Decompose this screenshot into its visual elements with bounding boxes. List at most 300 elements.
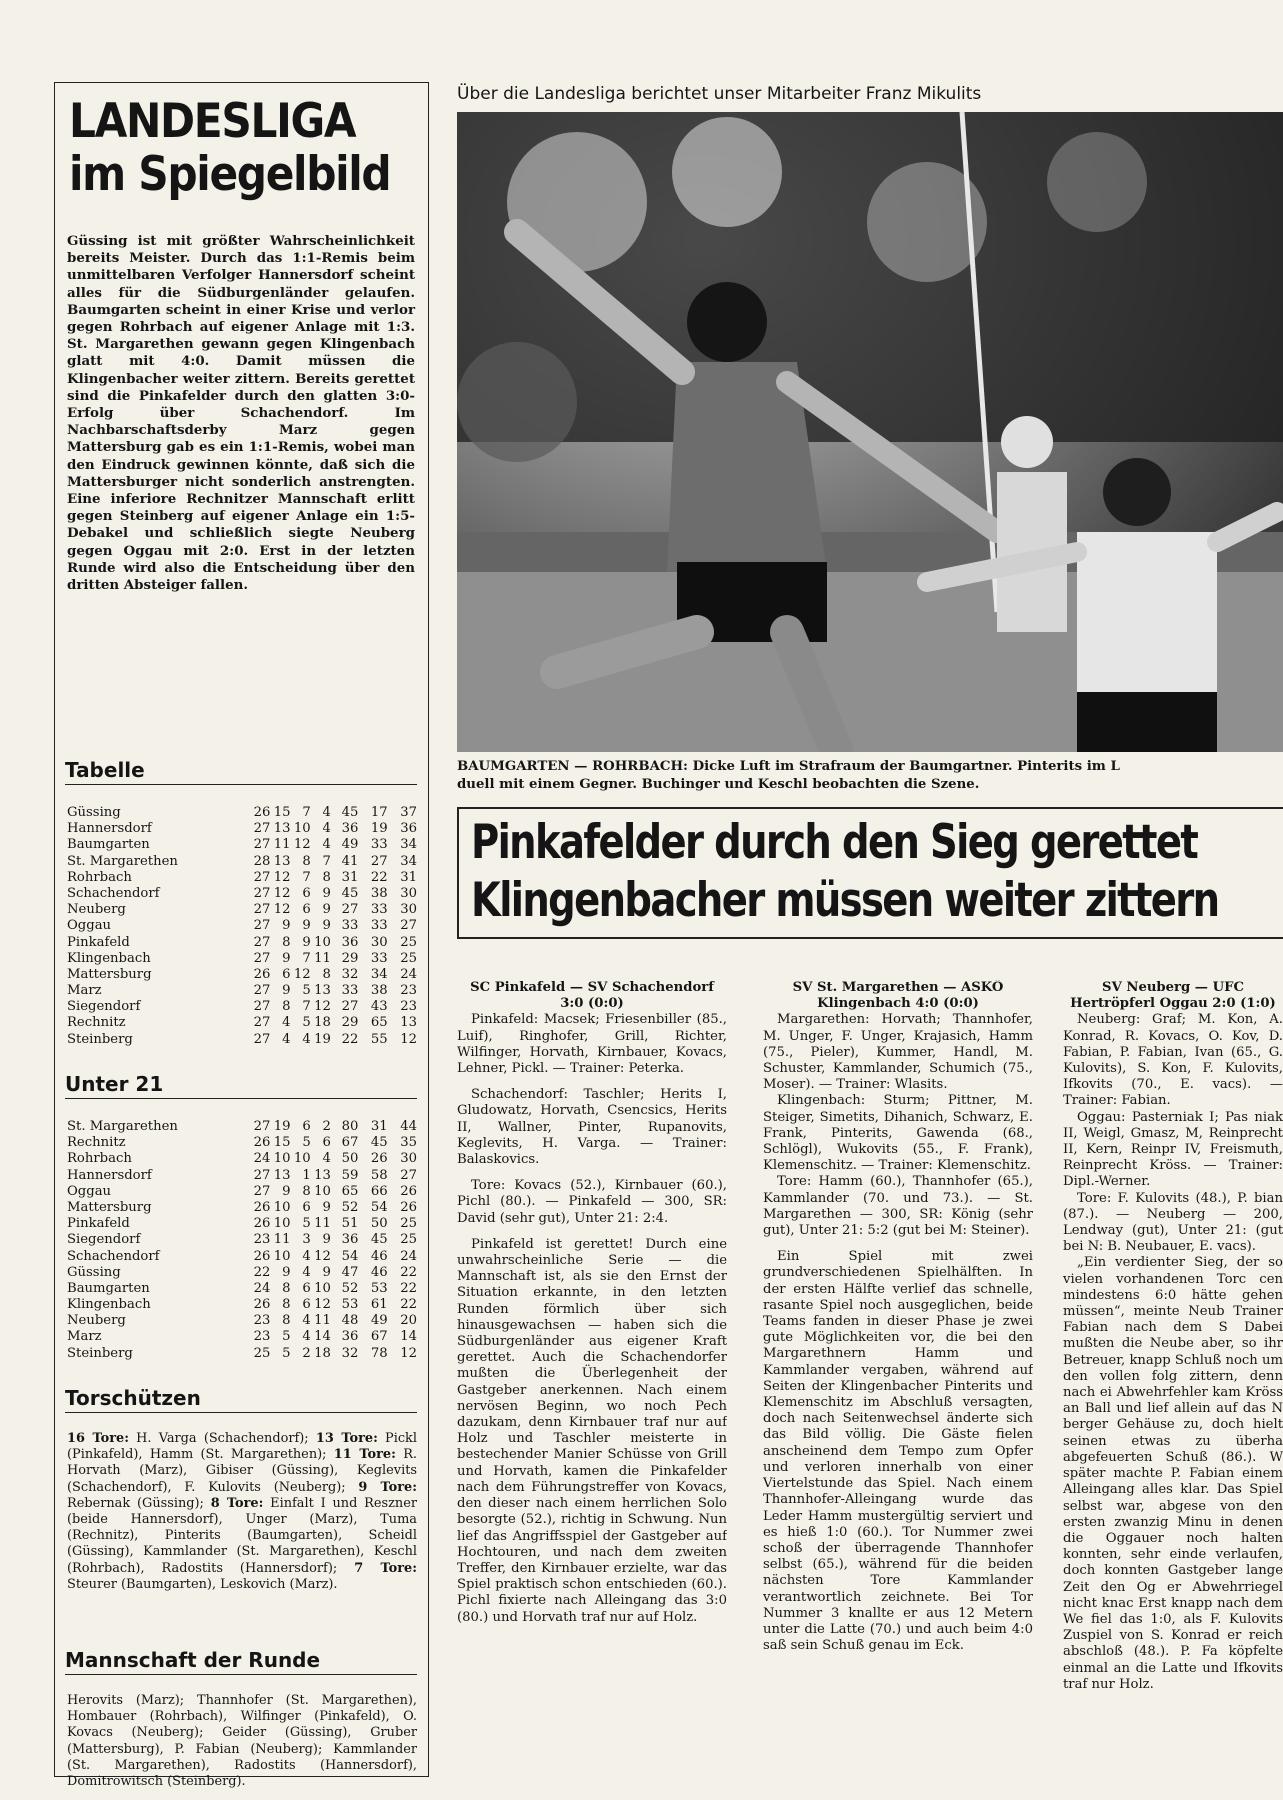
table-cell: 8 [322, 966, 331, 982]
table-row [67, 967, 417, 983]
table-cell: 30 [400, 902, 417, 918]
table-cell: 13 [273, 1167, 291, 1183]
table-cell: 36 [341, 1232, 359, 1248]
table-cell: 4 [322, 837, 331, 853]
table-cell: 49 [370, 1313, 388, 1329]
table-cell: 7 [322, 853, 331, 869]
table-row [67, 1184, 417, 1200]
table-cell: 26 [253, 966, 271, 982]
table-cell: 36 [341, 821, 359, 837]
table-cell: 67 [370, 1329, 388, 1345]
table-cell: 10 [273, 1151, 291, 1167]
table-cell: 65 [370, 1015, 388, 1031]
table-cell: 24 [400, 1248, 417, 1264]
match-goals: Tore: F. Kulovits (48.), P. bian (87.). — Neuberg — 200, Lendway (gut), Unter 21: (gut bei N: B. Neubauer, E. vacs). [1063, 1190, 1283, 1255]
table-cell: 7 [302, 869, 311, 885]
table-cell: 23 [400, 999, 417, 1015]
table-cell: 12 [273, 885, 291, 901]
table-cell: 19 [370, 821, 388, 837]
table-row [67, 1015, 417, 1031]
table-cell: 26 [253, 1216, 271, 1232]
table-cell: 26 [253, 1248, 271, 1264]
table-cell: 45 [370, 1135, 388, 1151]
table-cell: 26 [253, 1199, 271, 1215]
table-row [67, 1119, 417, 1135]
table-cell: 18 [314, 1015, 331, 1031]
table-cell: 53 [341, 1297, 359, 1313]
table-cell: 13 [314, 983, 331, 999]
table-row [67, 918, 417, 934]
team-name: Neuberg [67, 902, 126, 918]
table-cell: 27 [253, 902, 271, 918]
table-cell: 29 [341, 950, 359, 966]
table-cell: 51 [341, 1216, 359, 1232]
team-name: Oggau [67, 1183, 112, 1199]
table-cell: 4 [282, 1015, 291, 1031]
table-cell: 7 [302, 950, 311, 966]
table-cell: 54 [341, 1248, 359, 1264]
table-cell: 6 [302, 1297, 311, 1313]
lineup-home: Pinkafeld: Macsek; Friesenbiller (85., Luif), Ringhofer, Grill, Richter, Wilfinger, Horvath, Kirnbauer, Kovacs, Lehner, Pickl. — Trainer: Peterka. [457, 1012, 727, 1077]
article-headline-box [457, 807, 1283, 939]
table-row [67, 1168, 417, 1184]
table-row [67, 886, 417, 902]
table-cell: 33 [370, 837, 388, 853]
table-cell: 33 [370, 902, 388, 918]
team-name: Hannersdorf [67, 1167, 152, 1183]
table-cell: 4 [322, 805, 331, 820]
table-cell: 27 [400, 1167, 417, 1183]
table-cell: 4 [302, 1264, 311, 1280]
table-cell: 22 [341, 1031, 359, 1047]
table-cell: 10 [293, 1151, 311, 1167]
table-cell: 27 [253, 885, 271, 901]
article-column-2 [763, 980, 1033, 1760]
table-cell: 14 [400, 1329, 417, 1345]
photo-graphic [457, 112, 1283, 752]
table-cell: 25 [400, 1232, 417, 1248]
table-cell: 19 [273, 1119, 291, 1134]
table-cell: 61 [370, 1297, 388, 1313]
match-heading: SV Neuberg — UFC Hertröpferl Oggau 2:0 (1:0) [1070, 980, 1276, 1012]
article-column-1 [457, 980, 727, 1760]
team-name: Güssing [67, 1264, 121, 1280]
table-cell: 13 [400, 1015, 417, 1031]
lineup-home: Margarethen: Horvath; Thannhofer, M. Unger, F. Unger, Krajasich, Hamm (75., Pieler), Kummer, Handl, M. Schuster, Kammlander, Schumich (75., Moser). — Trainer: Wlasits. [763, 1012, 1033, 1093]
table-row [67, 1200, 417, 1216]
table-cell: 55 [370, 1031, 388, 1047]
team-name: Baumgarten [67, 1280, 150, 1296]
table-cell: 10 [273, 1248, 291, 1264]
table-cell: 4 [282, 1031, 291, 1047]
article-headline-line-2: Klingenbacher müssen weiter zittern [471, 873, 1219, 928]
table-cell: 27 [370, 853, 388, 869]
table-cell: 26 [400, 1199, 417, 1215]
article-column-3 [1063, 980, 1283, 1760]
table-cell: 30 [400, 885, 417, 901]
table-cell: 2 [302, 1345, 311, 1361]
match-heading: SC Pinkafeld — SV Schachendorf 3:0 (0:0) [470, 980, 714, 1012]
table-cell: 12 [314, 1297, 331, 1313]
table-cell: 10 [273, 1199, 291, 1215]
lineup-home: Neuberg: Graf; M. Kon, A. Konrad, R. Kovacs, O. Kov, D. Fabian, P. Fabian, Ivan (65., G. Kulovits), S. Kon, F. Kulovits, Ifkovits (70., E. vacs). — Trainer: Fabian. [1063, 1012, 1283, 1109]
table-cell: 24 [253, 1280, 271, 1296]
table-cell: 9 [322, 1264, 331, 1280]
table-row [67, 1313, 417, 1329]
table-cell: 50 [341, 1151, 359, 1167]
table-cell: 59 [341, 1167, 359, 1183]
table-cell: 9 [322, 1199, 331, 1215]
scorers-heading: Torschützen [65, 1385, 417, 1413]
team-of-round-text: Herovits (Marz); Thannhofer (St. Margarethen), Hombauer (Rohrbach), Wilfinger (Pinkafeld), O. Kovacs (Neuberg); Geider (Güssing), Gruber (Mattersburg), P. Fabian (Neuberg); Kammlander (St. Margarethen), Radostits (Hannersdorf), Domitrowitsch (Steinberg). [67, 1693, 417, 1790]
table-cell: 23 [253, 1232, 271, 1248]
table-cell: 6 [302, 1119, 311, 1134]
table-cell: 34 [370, 966, 388, 982]
lineup-away: Schachendorf: Taschler; Herits I, Gludowatz, Horvath, Csencsics, Herits II, Wallner, Pinter, Rupanovits, Keglevits, H. Varga. — Trainer: Balaskovics. [457, 1087, 727, 1168]
table-cell: 27 [400, 918, 417, 934]
table-cell: 9 [322, 902, 331, 918]
table-cell: 25 [400, 950, 417, 966]
table-cell: 22 [400, 1264, 417, 1280]
table-cell: 9 [282, 1183, 291, 1199]
table-cell: 29 [341, 1015, 359, 1031]
table-cell: 27 [253, 983, 271, 999]
table-cell: 26 [253, 1297, 271, 1313]
football-match-photo [457, 112, 1283, 752]
table-cell: 9 [322, 885, 331, 901]
table-cell: 7 [302, 805, 311, 820]
team-name: Güssing [67, 805, 121, 820]
sidebar-box [54, 82, 429, 1790]
table-row [67, 983, 417, 999]
table-row [67, 821, 417, 837]
table-cell: 38 [370, 983, 388, 999]
table-cell: 9 [282, 950, 291, 966]
table-cell: 9 [322, 1232, 331, 1248]
table-cell: 33 [341, 983, 359, 999]
table-cell: 25 [253, 1345, 271, 1361]
table-cell: 31 [370, 1119, 388, 1134]
table-cell: 27 [253, 1031, 271, 1047]
table-cell: 13 [273, 853, 291, 869]
table-cell: 24 [253, 1151, 271, 1167]
table-row [67, 837, 417, 853]
table-row [67, 1265, 417, 1281]
table-cell: 8 [282, 999, 291, 1015]
table-row [67, 1151, 417, 1167]
table-cell: 66 [370, 1183, 388, 1199]
u21-heading: Unter 21 [65, 1071, 417, 1099]
table-cell: 80 [341, 1119, 359, 1134]
table-cell: 9 [282, 1264, 291, 1280]
table-cell: 78 [370, 1345, 388, 1361]
table-row [67, 902, 417, 918]
table-row [67, 1297, 417, 1313]
team-name: Oggau [67, 918, 112, 934]
team-name: Steinberg [67, 1345, 133, 1361]
table-cell: 22 [253, 1264, 271, 1280]
table-cell: 32 [341, 966, 359, 982]
table-cell: 4 [302, 1329, 311, 1345]
table-row [67, 805, 417, 821]
table-cell: 27 [253, 821, 271, 837]
table-cell: 6 [302, 1199, 311, 1215]
table-cell: 22 [370, 869, 388, 885]
match-goals: Tore: Kovacs (52.), Kirnbauer (60.), Pichl (80.). — Pinkafeld — 300, SR: David (sehr gut), Unter 21: 2:4. [457, 1178, 727, 1226]
table-cell: 22 [400, 1297, 417, 1313]
team-name: Siegendorf [67, 1232, 141, 1248]
table-cell: 10 [314, 1280, 331, 1296]
table-cell: 27 [253, 934, 271, 950]
table-cell: 27 [253, 950, 271, 966]
table-cell: 23 [400, 983, 417, 999]
table-cell: 11 [314, 1216, 331, 1232]
table-cell: 67 [341, 1135, 359, 1151]
table-cell: 8 [322, 869, 331, 885]
table-cell: 38 [370, 885, 388, 901]
table-cell: 26 [400, 1183, 417, 1199]
match-report: Ein Spiel mit zwei grundverschiedenen Spielhälften. In der ersten Hälfte verlief das schnelle, rasante Spiel noch ausgeglichen, beide Teams fanden in dieser Phase je zwei gute Möglichkeiten vor, die bei den Margarethnern Hamm und Kammlander vergaben, während auf Seiten der Klingenbacher Pinterits und Klemenschitz im Abschluß versagten, doch nach Seitenwechsel änderte sich das Bild völlig. Die Gäste fielen anscheinend dem Tempo zum Opfer und verloren innerhalb von einer Viertelstunde das Spiel. Nach einem Thannhofer-Alleingang wurde das Leder Hamm mustergültig serviert und es hieß 1:0 (60.). Tor Nummer zwei schoß der überragende Thannhofer selbst (65.), während für die beiden nächsten Tore Kammlander verantwortlich zeichnete. Bei Tor Nummer 3 knallte er aus 12 Metern unter die Latte (70.) und auch beim 4:0 saß sein Schuß genau im Eck. [763, 1249, 1033, 1654]
league-table [67, 805, 417, 1048]
table-cell: 10 [293, 821, 311, 837]
table-row [67, 1216, 417, 1232]
table-cell: 12 [400, 1031, 417, 1047]
table-row [67, 1329, 417, 1345]
table-cell: 12 [273, 869, 291, 885]
sidebar-headline [69, 95, 390, 201]
table-cell: 19 [314, 1031, 331, 1047]
table-cell: 24 [400, 966, 417, 982]
table-cell: 10 [314, 1183, 331, 1199]
table-cell: 12 [400, 1345, 417, 1361]
byline: Über die Landesliga berichtet unser Mitarbeiter Franz Mikulits [457, 84, 982, 104]
table-cell: 22 [400, 1280, 417, 1296]
table-cell: 4 [302, 1313, 311, 1329]
table-row [67, 1135, 417, 1151]
table-cell: 36 [341, 934, 359, 950]
table-cell: 4 [302, 1248, 311, 1264]
table-cell: 32 [341, 1345, 359, 1361]
headline-line-2: im Spiegelbild [69, 147, 391, 202]
table-cell: 4 [322, 821, 331, 837]
table-row [67, 999, 417, 1015]
table-cell: 8 [302, 853, 311, 869]
table-cell: 46 [370, 1248, 388, 1264]
table-cell: 13 [314, 1167, 331, 1183]
table-cell: 33 [370, 918, 388, 934]
table-row [67, 935, 417, 951]
team-name: Rohrbach [67, 869, 132, 885]
table-cell: 23 [253, 1329, 271, 1345]
table-cell: 8 [282, 1297, 291, 1313]
table-cell: 10 [273, 1216, 291, 1232]
table-row [67, 1346, 417, 1362]
table-cell: 8 [302, 1183, 311, 1199]
table-cell: 5 [282, 1345, 291, 1361]
article-headline-line-1: Pinkafelder durch den Sieg gerettet [471, 815, 1198, 870]
table-cell: 17 [370, 805, 388, 820]
team-name: Neuberg [67, 1313, 126, 1329]
table-cell: 27 [253, 869, 271, 885]
table-cell: 6 [302, 902, 311, 918]
team-name: Rechnitz [67, 1015, 126, 1031]
table-cell: 5 [302, 983, 311, 999]
table-cell: 30 [370, 934, 388, 950]
intro-text: Güssing ist mit größter Wahrscheinlichkeit bereits Meister. Durch das 1:1-Remis beim unmittelbaren Verfolger Hannersdorf scheint alles für die Südburgenländer gelaufen. Baumgarten scheint in einer Krise und verlor gegen Rohrbach auf eigener Anlage mit 1:3. St. Margarethen gewann gegen Klingenbach glatt mit 4:0. Damit müssen die Klingenbacher weiter zittern. Bereits gerettet sind die Pinkafelder durch den glatten 3:0-Erfolg über Schachendorf. Im Nachbarschaftsderby Marz gegen Mattersburg gab es ein 1:1-Remis, wobei man den Eindruck gewinnen könnte, daß sich die Mattersburger nicht sonderlich anstrengten. Eine inferiore Rechnitzer Mannschaft erlitt gegen Steinberg auf eigener Anlage ein 1:5-Debakel und schließlich siegte Neuberg gegen Oggau mit 2:0. Erst in der letzten Runde wird also die Entscheidung über den dritten Absteiger fallen. [67, 233, 415, 594]
table-cell: 27 [253, 1119, 271, 1134]
table-cell: 37 [400, 805, 417, 820]
lineup-away: Klingenbach: Sturm; Pittner, M. Steiger, Simetits, Dihanich, Schwarz, E. Frank, Pinterits, Gawenda (68., Schlögl), Wukovits (55., F. Frank), Klemenschitz. — Trainer: Klemenschitz. [763, 1093, 1033, 1174]
table-cell: 3 [302, 1232, 311, 1248]
table-cell: 4 [322, 1151, 331, 1167]
team-name: Marz [67, 983, 102, 999]
table-cell: 23 [253, 1313, 271, 1329]
table-cell: 27 [341, 999, 359, 1015]
table-cell: 6 [282, 966, 291, 982]
table-cell: 43 [370, 999, 388, 1015]
table-cell: 15 [273, 805, 291, 820]
table-cell: 27 [253, 918, 271, 934]
table-cell: 5 [302, 1135, 311, 1151]
table-cell: 26 [370, 1151, 388, 1167]
table-cell: 36 [341, 1329, 359, 1345]
table-cell: 31 [400, 869, 417, 885]
table-cell: 2 [322, 1119, 331, 1134]
table-cell: 8 [282, 934, 291, 950]
table-cell: 25 [400, 934, 417, 950]
team-name: Pinkafeld [67, 1216, 130, 1232]
table-cell: 13 [273, 821, 291, 837]
team-name: Mattersburg [67, 1199, 152, 1215]
table-cell: 26 [253, 805, 271, 820]
table-cell: 5 [282, 1329, 291, 1345]
table-heading: Tabelle [65, 757, 417, 785]
team-name: Schachendorf [67, 1248, 160, 1264]
team-name: Rechnitz [67, 1135, 126, 1151]
match-report: „Ein verdienter Sieg, der so vielen vorhandenen Torc cen mindestens 6:0 hätte gehen müssen“, meinte Neub Trainer Fabian nach dem S Dabei mußten die Neube aber, so ihr Betreuer, knapp Schluß noch um den vollen folg zittern, denn nach ei Abwehrfehler kam Kröss an Ball und lief allein auf das N berger Gehäuse zu, doch hielt seinen etwas zu überha abgefeuerten Schuß (86.). W später machte P. Fabian einem Alleingang alles klar. Das Spiel selbst war, abgese von den ersten zwanzig Minu in denen die Oggauer noch halten konnten, sehr einde verlaufen, doch konnten Gastgeber lange Zeit den Og er Abwehrriegel nicht knac Erst knapp nach dem We fiel das 1:0, als F. Kulovits Zuspiel von S. Konrad er reich abschloß (48.). P. Fa köpfelte einmal an die Latte und Ifkovits traf nur Holz. [1063, 1255, 1283, 1692]
table-cell: 12 [314, 1248, 331, 1264]
table-cell: 27 [341, 902, 359, 918]
table-cell: 52 [341, 1280, 359, 1296]
table-cell: 4 [302, 1031, 311, 1047]
team-name: Siegendorf [67, 999, 141, 1015]
table-cell: 12 [293, 837, 311, 853]
team-name: Mattersburg [67, 966, 152, 982]
table-cell: 14 [314, 1329, 331, 1345]
table-cell: 49 [341, 837, 359, 853]
table-cell: 11 [314, 950, 331, 966]
table-cell: 28 [253, 853, 271, 869]
table-cell: 47 [341, 1264, 359, 1280]
team-name: St. Margarethen [67, 853, 178, 869]
table-row [67, 1032, 417, 1048]
table-cell: 53 [370, 1280, 388, 1296]
table-row [67, 951, 417, 967]
table-cell: 6 [302, 885, 311, 901]
table-cell: 6 [322, 1135, 331, 1151]
scorers-text: 16 Tore: H. Varga (Schachendorf); 13 Tore: Pickl (Pinkafeld), Hamm (St. Margarethen); 11 Tore: R. Horvath (Marz), Gibiser (Güssing), Keglevits (Schachendorf), F. Kulovits (Neuberg); 9 Tore: Rebernak (Güssing); 8 Tore: Einfalt I und Reszner (beide Hannersdorf), Unger (Marz), Tuma (Rechnitz), Pinterits (Baumgarten), Scheidl (Güssing), Kammlander (St. Margarethen), Keschl (Rohrbach), Radostits (Hannersdorf); 7 Tore: Steurer (Baumgarten), Leskovich (Marz). [67, 1431, 417, 1592]
team-name: Hannersdorf [67, 821, 152, 837]
table-cell: 58 [370, 1167, 388, 1183]
table-cell: 48 [341, 1313, 359, 1329]
table-row [67, 1281, 417, 1297]
u21-table [67, 1119, 417, 1362]
table-row [67, 1249, 417, 1265]
table-cell: 6 [302, 1280, 311, 1296]
table-row [67, 870, 417, 886]
table-cell: 33 [370, 950, 388, 966]
table-cell: 8 [282, 1313, 291, 1329]
table-cell: 45 [341, 885, 359, 901]
table-cell: 7 [302, 999, 311, 1015]
table-cell: 18 [314, 1345, 331, 1361]
table-row [67, 854, 417, 870]
table-cell: 10 [314, 934, 331, 950]
team-name: Marz [67, 1329, 102, 1345]
team-name: Schachendorf [67, 885, 160, 901]
table-cell: 52 [341, 1199, 359, 1215]
team-name: Pinkafeld [67, 934, 130, 950]
photo-caption: BAUMGARTEN — ROHRBACH: Dicke Luft im Strafraum der Baumgartner. Pinterits im L duell mit einem Gegner. Buchinger und Keschl beobachten die Szene. [457, 759, 1120, 792]
table-cell: 34 [400, 837, 417, 853]
team-name: Klingenbach [67, 1297, 151, 1313]
table-cell: 33 [341, 918, 359, 934]
team-name: St. Margarethen [67, 1119, 178, 1134]
table-cell: 27 [253, 837, 271, 853]
table-cell: 36 [400, 821, 417, 837]
table-cell: 9 [282, 983, 291, 999]
table-cell: 31 [341, 869, 359, 885]
table-cell: 5 [302, 1216, 311, 1232]
match-heading: SV St. Margarethen — ASKÖ Klingenbach 4:0 (0:0) [792, 980, 1004, 1012]
table-cell: 9 [302, 918, 311, 934]
table-row [67, 1232, 417, 1248]
team-name: Rohrbach [67, 1151, 132, 1167]
table-cell: 54 [370, 1199, 388, 1215]
table-cell: 50 [370, 1216, 388, 1232]
table-cell: 27 [253, 1167, 271, 1183]
table-cell: 65 [341, 1183, 359, 1199]
table-cell: 44 [400, 1119, 417, 1134]
table-cell: 12 [314, 999, 331, 1015]
table-cell: 8 [282, 1280, 291, 1296]
team-of-round-heading: Mannschaft der Runde [65, 1647, 417, 1675]
table-cell: 46 [370, 1264, 388, 1280]
table-cell: 25 [400, 1216, 417, 1232]
table-cell: 34 [400, 853, 417, 869]
table-cell: 27 [253, 1015, 271, 1031]
table-cell: 9 [282, 918, 291, 934]
table-cell: 5 [302, 1015, 311, 1031]
table-cell: 27 [253, 1183, 271, 1199]
table-cell: 9 [302, 934, 311, 950]
table-cell: 45 [341, 805, 359, 820]
table-cell: 1 [302, 1167, 311, 1183]
table-cell: 41 [341, 853, 359, 869]
table-cell: 9 [322, 918, 331, 934]
match-report: Pinkafeld ist gerettet! Durch eine unwahrscheinliche Serie — die Mannschaft ist, als sie den Ernst der Situation erkannte, in den letzten Runden förmlich über sich hinausgewachsen — haben sich die Südburgenländer aus eigener Kraft gerettet. Auch die Schachendorfer mußten die Überlegenheit der Gastgeber anerkennen. Nach einem nervösen Beginn, wo noch Pech dazukam, denn Kirnbauer traf nur auf Holz und Taschler meisterte in bestechender Manier Schüsse von Grill und Horvath, kamen die Pinkafelder nach dem Führungstreffer von Kovacs, den dieser nach einem herrlichen Solo besorgte (52.), richtig in Schwung. Nun lief das Angriffsspiel der Gastgeber auf Hochtouren, und nach dem zweiten Treffer, den Kirnbauer erzielte, war das Spiel praktisch schon entschieden (60.). Pichl fixierte nach Alleingang das 3:0 (80.) und Horvath traf nur auf Holz. [457, 1236, 727, 1625]
table-cell: 15 [273, 1135, 291, 1151]
table-cell: 11 [314, 1313, 331, 1329]
table-cell: 11 [273, 1232, 291, 1248]
table-cell: 26 [253, 1135, 271, 1151]
table-cell: 27 [253, 999, 271, 1015]
table-cell: 11 [273, 837, 291, 853]
team-name: Baumgarten [67, 837, 150, 853]
match-goals: Tore: Hamm (60.), Thannhofer (65.), Kammlander (70. und 73.). — St. Margarethen — 300, SR: König (sehr gut), Unter 21: 5:2 (gut bei M: Steiner). [763, 1174, 1033, 1239]
team-name: Klingenbach [67, 950, 151, 966]
table-cell: 20 [400, 1313, 417, 1329]
